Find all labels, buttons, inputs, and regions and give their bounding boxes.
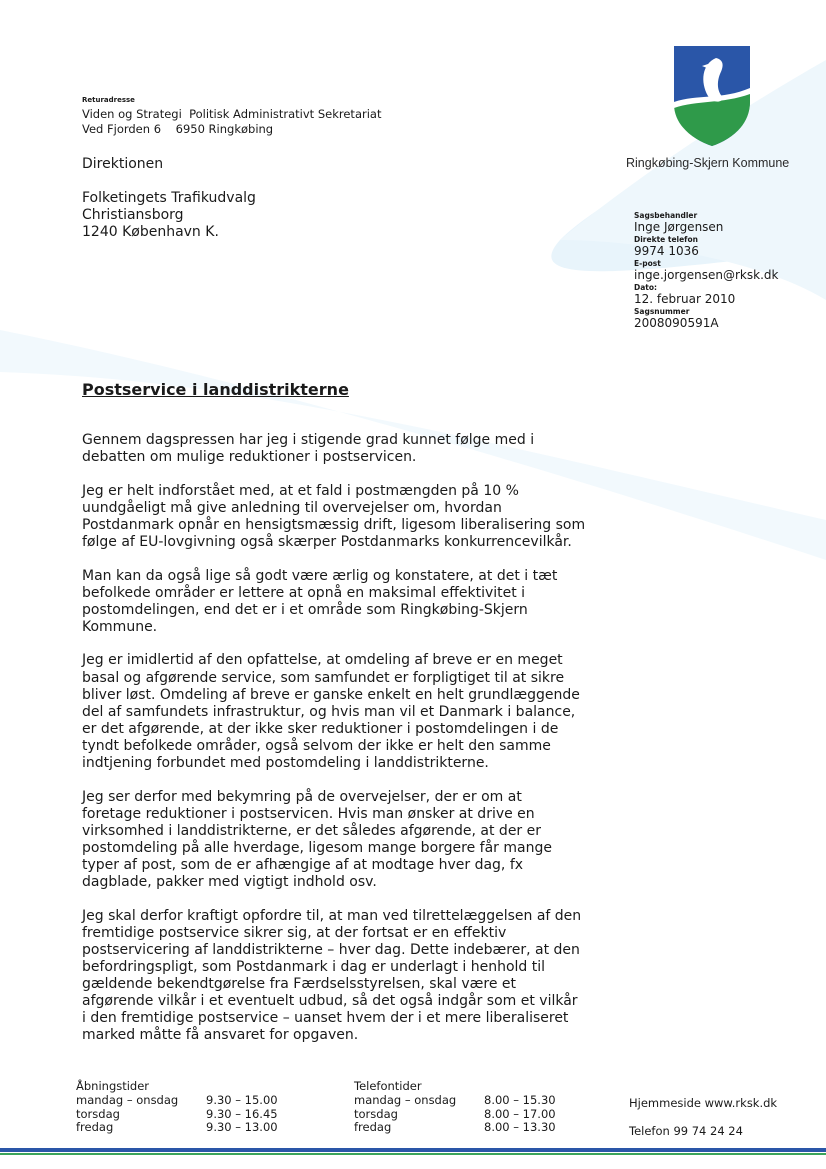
- opening-hours-row: [76, 1108, 278, 1122]
- body-line: typer af post, som de er afhængige af at modtage hver dag, fx: [82, 856, 524, 873]
- opening-time: 9.30 – 16.45: [206, 1106, 278, 1121]
- letter-body: [82, 432, 602, 1061]
- body-line: befolkede områder er lettere at opnå en maksimal effektivitet i: [82, 584, 526, 601]
- body-line: Jeg er imidlertid af den opfattelse, at omdeling af breve er en meget: [82, 652, 563, 669]
- body-line: dagblade, pakker med vigtigt indhold osv.: [82, 874, 377, 891]
- phone-label: Direkte telefon: [634, 235, 698, 244]
- body-line: indtjening forbundet med postomdeling i landdistrikterne.: [82, 755, 489, 771]
- phone-time: 8.00 – 17.00: [484, 1106, 556, 1121]
- recipient-line-1: Folketingets Trafikudvalg: [82, 190, 256, 206]
- footer-stripe-blue: [0, 1148, 826, 1152]
- opening-day: torsdag: [76, 1106, 120, 1121]
- letter-date: 12. februar 2010: [634, 292, 736, 306]
- body-line: basal og afgørende service, som samfundet er forpligtiget til at sikre: [82, 669, 565, 686]
- return-address-label: Returadresse: [82, 96, 135, 104]
- opening-hours-label: Åbningstider: [76, 1079, 150, 1093]
- body-paragraph: [82, 568, 602, 636]
- return-address-line-2: Ved Fjorden 6 6950 Ringkøbing: [82, 122, 274, 136]
- phone-hours-row: [354, 1121, 556, 1135]
- footer-stripe-green: [0, 1153, 826, 1155]
- case-number: 2008090591A: [634, 316, 719, 330]
- body-line: postomdeling på alle hverdage, ligesom mange borgere får mange: [82, 839, 552, 856]
- opening-day: fredag: [76, 1120, 114, 1135]
- body-line: Kommune.: [82, 618, 158, 635]
- body-line: er det afgørende, at der ikke sker reduktioner i postomdelingen i de: [82, 720, 559, 737]
- body-line: virksomhed i landdistrikterne, er det således afgørende, at der er: [82, 822, 542, 839]
- body-line: Postdanmark opnår en hensigtsmæssig drift, ligesom liberalisering som: [82, 516, 586, 533]
- recipient-line-3: 1240 København K.: [82, 224, 219, 240]
- body-line: marked måtte få ansvaret for opgaven.: [82, 1027, 359, 1044]
- body-paragraph: [82, 483, 602, 551]
- body-line: bliver løst. Omdeling af breve er ganske enkelt en helt grundlæggende: [82, 686, 580, 703]
- body-line: følge af EU-lovgivning også skærper Postdanmarks konkurrencevilkår.: [82, 533, 572, 550]
- phone-hours-row: [354, 1108, 556, 1122]
- opening-hours-row: [76, 1121, 278, 1135]
- body-paragraph: [82, 789, 602, 892]
- handler-label: Sagsbehandler: [634, 211, 698, 220]
- body-line: i den fremtidige postservice – uanset hvem der i et mere liberaliseret: [82, 1010, 569, 1027]
- body-paragraph: [82, 908, 602, 1045]
- case-info: [634, 211, 778, 331]
- body-line: tyndt befolkede områder, også selvom der ikke er helt den samme: [82, 737, 551, 754]
- body-paragraph: [82, 432, 602, 466]
- body-line: fremtidige postservice sikrer sig, at der fortsat er en effektiv: [82, 924, 507, 941]
- case-number-label: Sagsnummer: [634, 307, 690, 316]
- body-line: Jeg skal derfor kraftigt opfordre til, at man ved tilrettelæggelsen af den: [82, 907, 582, 924]
- phone-time: 8.00 – 13.30: [484, 1120, 556, 1135]
- body-line: Gennem dagspressen har jeg i stigende grad kunnet følge med i: [82, 432, 535, 448]
- handler-name: Inge Jørgensen: [634, 220, 724, 234]
- website-link[interactable]: Hjemmeside www.rksk.dk: [629, 1096, 778, 1110]
- email-label: E-post: [634, 259, 661, 268]
- body-line: foretage reduktioner i postservicen. Hvis man ønsker at drive en: [82, 805, 535, 822]
- phone-hours-row: [354, 1094, 556, 1108]
- phone-day: torsdag: [354, 1106, 398, 1121]
- opening-hours: [76, 1080, 278, 1135]
- date-label: Dato:: [634, 283, 658, 292]
- body-line: postservicering af landdistrikterne – hver dag. Dette indebærer, at den: [82, 941, 580, 958]
- recipient-address: [82, 190, 256, 241]
- return-address: [82, 107, 381, 137]
- phone-hours: [354, 1080, 556, 1135]
- body-line: del af samfundets infrastruktur, og hvis man vil et Danmark i balance,: [82, 703, 576, 720]
- body-line: postomdelingen, end det er i et område som Ringkøbing-Skjern: [82, 601, 528, 618]
- email-address: inge.jorgensen@rksk.dk: [634, 268, 779, 282]
- body-line: uundgåeligt må give anledning til overvejelser om, hvordan: [82, 499, 502, 516]
- recipient-line-2: Christiansborg: [82, 207, 184, 223]
- body-line: debatten om mulige reduktioner i postservicen.: [82, 449, 417, 466]
- letter-title: Postservice i landdistrikterne: [82, 380, 349, 399]
- body-line: befordringspligt, som Postdanmark i dag er underlagt i henhold til: [82, 958, 546, 975]
- municipality-crest-logo: [672, 44, 752, 148]
- municipality-name: Ringkøbing-Skjern Kommune: [626, 156, 790, 170]
- body-line: Jeg ser derfor med bekymring på de overvejelser, der er om at: [82, 788, 522, 805]
- phone-day: fredag: [354, 1120, 392, 1135]
- body-line: gældende bekendtgørelse fra Færdselsstyrelsen, skal være et: [82, 976, 516, 993]
- opening-day: mandag – onsdag: [76, 1092, 179, 1107]
- main-phone: Telefon 99 74 24 24: [629, 1124, 743, 1138]
- body-line: Man kan da også lige så godt være ærlig og konstatere, at det i tæt: [82, 567, 558, 584]
- return-address-line-1: Viden og Strategi Politisk Administrativt Sekretariat: [82, 107, 382, 121]
- phone-number: 9974 1036: [634, 244, 699, 258]
- body-line: afgørende vilkår i et eventuelt udbud, så det også indgår som et vilkår: [82, 993, 578, 1010]
- opening-time: 9.30 – 13.00: [206, 1120, 278, 1135]
- phone-day: mandag – onsdag: [354, 1092, 457, 1107]
- opening-hours-row: [76, 1094, 278, 1108]
- department-name: Direktionen: [82, 156, 164, 172]
- opening-time: 9.30 – 15.00: [206, 1092, 278, 1107]
- body-paragraph: [82, 652, 602, 772]
- phone-time: 8.00 – 15.30: [484, 1092, 556, 1107]
- phone-hours-label: Telefontider: [354, 1079, 422, 1093]
- body-line: Jeg er helt indforstået med, at et fald i postmængden på 10 %: [82, 482, 519, 499]
